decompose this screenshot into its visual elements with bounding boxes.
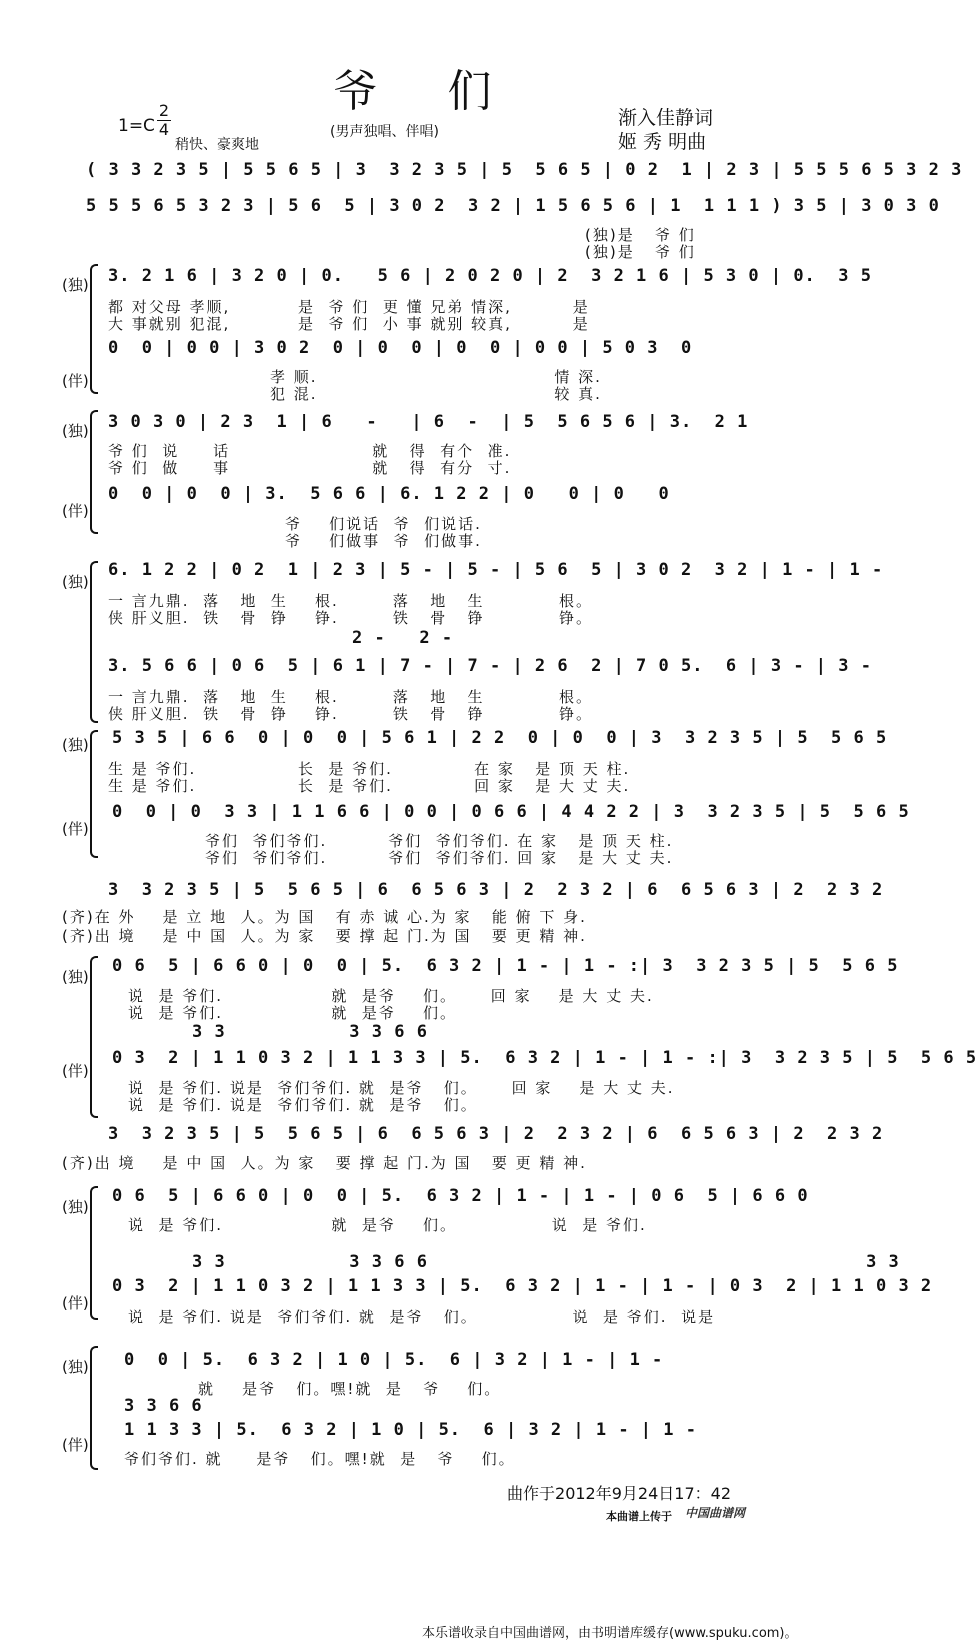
- composer-credit: 姬 秀 明曲: [618, 131, 707, 153]
- system7-notes: 3 3 2 3 5 | 5 5 6 5 | 6 6 5 6 3 | 2 2 3 2 | 6 6 5 6 3 | 2 2 3 2: [108, 1124, 884, 1144]
- system4-solo-lyric-2: 生 是 爷们. 长 是 爷们. 回 家 是 大 丈 夫.: [108, 777, 631, 795]
- intro-line-2: 5 5 5 6 5 3 2 3 | 5 6 5 | 3 0 2 3 2 | 1 5 6 5 6 | 1 1 1 1 ) 3 5 | 3 0 3 0: [86, 196, 940, 216]
- system6-accomp-lyric-2: 说 是 爷们. 说是 爷们爷们. 就 是爷 们。: [128, 1096, 478, 1114]
- part-label-accomp: (伴): [62, 502, 89, 520]
- source-note: 本乐谱收录自中国曲谱网，由书明谱库缓存(www.spuku.com)。: [422, 1626, 798, 1641]
- system2-accomp-lyric-1: 爷 们说话 爷 们说话.: [285, 515, 482, 533]
- system5-lyric-1: (齐)在 外 是 立 地 人。为 国 有 赤 诚 心.为 家 能 俯 下 身.: [62, 908, 587, 926]
- time-signature: [157, 103, 171, 138]
- system8-accomp-notes: 0 3 2 | 1 1 0 3 2 | 1 1 3 3 | 5. 6 3 2 | 1 - | 1 - | 0 3 2 | 1 1 0 3 2: [112, 1276, 933, 1296]
- song-title: 爷 们: [333, 66, 520, 117]
- upload-note: 本曲谱上传于: [606, 1510, 672, 1523]
- intro-line-1: ( 3 3 2 3 5 | 5 5 6 5 | 3 3 2 3 5 | 5 5 6 5 | 0 2 1 | 2 3 | 5 5 5 6 5 3 2 3: [86, 160, 963, 180]
- part-label-solo: (独): [62, 573, 89, 591]
- system6-accomp-upper: 3 3 3 3 6 6: [192, 1022, 428, 1042]
- system3-accomp-lyric-2: 侠 肝义胆. 铁 骨 铮 铮. 铁 骨 铮 铮。: [108, 705, 593, 723]
- system1-accomp-notes: 0 0 | 0 0 | 3 0 2 0 | 0 0 | 0 0 | 0 0 | 5 0 3 0: [108, 338, 693, 358]
- system7-lyric-1: (齐)出 境 是 中 国 人。为 家 要 撑 起 门.为 国 要 更 精 神.: [62, 1154, 587, 1172]
- system3-solo-notes: 6. 1 2 2 | 0 2 1 | 2 3 | 5 - | 5 - | 5 6 5 | 3 0 2 3 2 | 1 - | 1 -: [108, 560, 884, 580]
- system1-solo-lyric-2: 大 事就别 犯混, 是 爷 们 小 事 就别 较真, 是: [108, 315, 590, 333]
- part-label-accomp: (伴): [62, 1294, 89, 1312]
- part-label-solo: (独): [62, 276, 89, 294]
- intro-pickup-lyric-2: (独)是 爷 们: [585, 243, 696, 261]
- system-brace: [90, 561, 98, 723]
- system3-solo-lyric-2: 侠 肝义胆. 铁 骨 铮 铮. 铁 骨 铮 铮。: [108, 609, 593, 627]
- system8-solo-lyric-1: 说 是 爷们. 就 是爷 们。 说 是 爷们.: [128, 1216, 647, 1234]
- system2-solo-lyric-2: 爷 们 做 事 就 得 有分 寸.: [108, 459, 512, 477]
- system3-solo-lyric-1: 一 言九鼎. 落 地 生 根. 落 地 生 根。: [108, 592, 593, 610]
- system3-accomp-lyric-1: 一 言九鼎. 落 地 生 根. 落 地 生 根。: [108, 688, 593, 706]
- system2-solo-notes: 3 0 3 0 | 2 3 1 | 6 - | 6 - | 5 5 6 5 6 | 3. 2 1: [108, 412, 749, 432]
- system2-accomp-lyric-2: 爷 们做事 爷 们做事.: [285, 532, 482, 550]
- system9-accomp-notes: 1 1 3 3 | 5. 6 3 2 | 1 0 | 5. 6 | 3 2 | 1 - | 1 -: [124, 1420, 697, 1440]
- system6-accomp-notes: 0 3 2 | 1 1 0 3 2 | 1 1 3 3 | 5. 6 3 2 | 1 - | 1 - :| 3 3 2 3 5 | 5 5 6 5: [112, 1048, 977, 1068]
- system9-solo-notes: 0 0 | 5. 6 3 2 | 1 0 | 5. 6 | 3 2 | 1 - | 1 -: [124, 1350, 664, 1370]
- part-label-solo: (独): [62, 1198, 89, 1216]
- system9-accomp-lyric-1: 爷们爷们. 就 是爷 们。嘿!就 是 爷 们。: [124, 1450, 516, 1468]
- key-signature: 1=C: [118, 116, 155, 136]
- system-brace: [90, 410, 98, 534]
- system6-accomp-lyric-1: 说 是 爷们. 说是 爷们爷们. 就 是爷 们。 回 家 是 大 丈 夫.: [128, 1079, 675, 1097]
- system-brace: [90, 730, 98, 858]
- meter-top: 2: [158, 101, 170, 120]
- system8-accomp-upper: 3 3 3 3 6 6 3 3: [192, 1252, 900, 1272]
- performance-note: (男声独唱、伴唱): [330, 124, 439, 140]
- system-brace: [90, 1186, 98, 1320]
- system4-accomp-lyric-1: 爷们 爷们爷们. 爷们 爷们爷们. 在 家 是 顶 天 柱.: [205, 832, 674, 850]
- system4-solo-notes: 5 3 5 | 6 6 0 | 0 0 | 5 6 1 | 2 2 0 | 0 0 | 3 3 2 3 5 | 5 5 6 5: [112, 728, 888, 748]
- part-label-accomp: (伴): [62, 1436, 89, 1454]
- part-label-solo: (独): [62, 968, 89, 986]
- system3-accomp-notes: 3. 5 6 6 | 0 6 5 | 6 1 | 7 - | 7 - | 2 6 2 | 7 0 5. 6 | 3 - | 3 -: [108, 656, 872, 676]
- system1-solo-notes: 3. 2 1 6 | 3 2 0 | 0. 5 6 | 2 0 2 0 | 2 3 2 1 6 | 5 3 0 | 0. 3 5: [108, 266, 872, 286]
- system-brace: [90, 956, 98, 1118]
- site-logo: 中国曲谱网: [685, 1506, 746, 1520]
- lyricist-credit: 渐入佳静词: [618, 107, 714, 129]
- system1-accomp-lyric-1: 孝 顺. 情 深.: [270, 368, 602, 386]
- meter-bottom: 4: [158, 120, 170, 139]
- system6-solo-notes: 0 6 5 | 6 6 0 | 0 0 | 5. 6 3 2 | 1 - | 1 - :| 3 3 2 3 5 | 5 5 6 5: [112, 956, 899, 976]
- tempo-marking: 稍快、豪爽地: [175, 137, 259, 153]
- system1-accomp-lyric-2: 犯 混. 较 真.: [270, 385, 602, 403]
- part-label-solo: (独): [62, 1358, 89, 1376]
- system4-accomp-lyric-2: 爷们 爷们爷们. 爷们 爷们爷们. 回 家 是 大 丈 夫.: [205, 849, 674, 867]
- system-brace: [90, 264, 98, 394]
- part-label-accomp: (伴): [62, 1062, 89, 1080]
- part-label-accomp: (伴): [62, 820, 89, 838]
- system2-solo-lyric-1: 爷 们 说 话 就 得 有个 准.: [108, 442, 512, 460]
- system5-notes: 3 3 2 3 5 | 5 5 6 5 | 6 6 5 6 3 | 2 2 3 2 | 6 6 5 6 3 | 2 2 3 2: [108, 880, 884, 900]
- intro-pickup-lyric-1: (独)是 爷 们: [585, 226, 696, 244]
- system8-solo-notes: 0 6 5 | 6 6 0 | 0 0 | 5. 6 3 2 | 1 - | 1 - | 0 6 5 | 6 6 0: [112, 1186, 809, 1206]
- composition-date: 曲作于2012年9月24日17：42: [507, 1484, 731, 1503]
- system5-lyric-2: (齐)出 境 是 中 国 人。为 家 要 撑 起 门.为 国 要 更 精 神.: [62, 927, 587, 945]
- system4-solo-lyric-1: 生 是 爷们. 长 是 爷们. 在 家 是 顶 天 柱.: [108, 760, 631, 778]
- system8-accomp-lyric-1: 说 是 爷们. 说是 爷们爷们. 就 是爷 们。 说 是 爷们. 说是: [128, 1308, 716, 1326]
- system6-solo-lyric-1: 说 是 爷们. 就 是爷 们。 回 家 是 大 丈 夫.: [128, 987, 654, 1005]
- system6-solo-lyric-2: 说 是 爷们. 就 是爷 们。: [128, 1004, 457, 1022]
- system4-accomp-notes: 0 0 | 0 3 3 | 1 1 6 6 | 0 0 | 0 6 6 | 4 4 2 2 | 3 3 2 3 5 | 5 5 6 5: [112, 802, 910, 822]
- system9-accomp-upper: 3 3 6 6: [124, 1396, 203, 1416]
- part-label-solo: (独): [62, 422, 89, 440]
- system2-accomp-notes: 0 0 | 0 0 | 3. 5 6 6 | 6. 1 2 2 | 0 0 | 0 0: [108, 484, 670, 504]
- system-brace: [90, 1346, 98, 1470]
- system3-upper-notes: 2 - 2 -: [352, 628, 454, 648]
- part-label-accomp: (伴): [62, 372, 89, 390]
- system9-solo-lyric-1: 就 是爷 们。嘿!就 是 爷 们。: [198, 1380, 502, 1398]
- part-label-solo: (独): [62, 736, 89, 754]
- system1-solo-lyric-1: 都 对父母 孝顺, 是 爷 们 更 懂 兄弟 情深, 是: [108, 298, 590, 316]
